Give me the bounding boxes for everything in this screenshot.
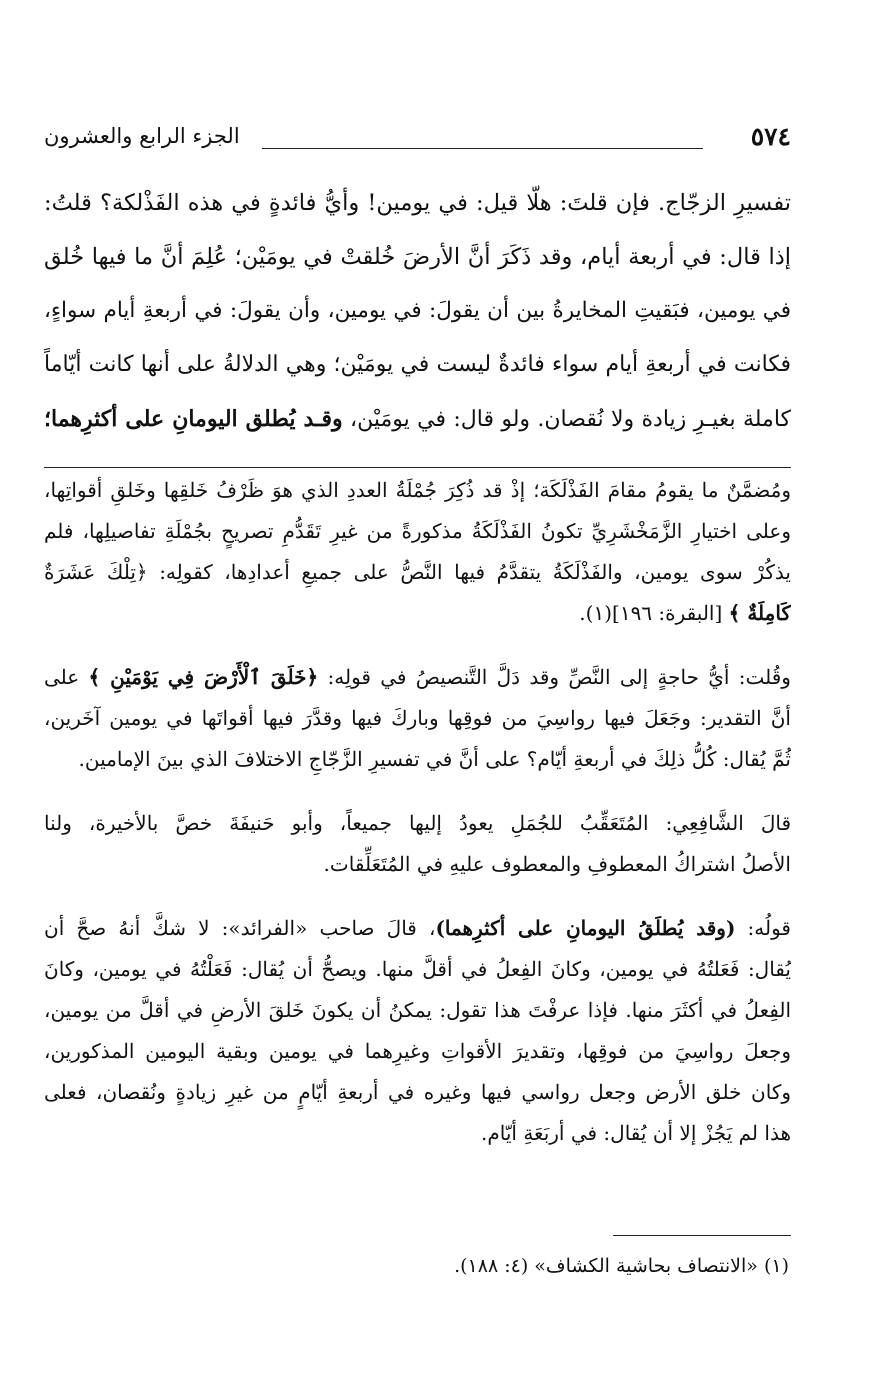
commentary-line: أنَّ التقدير: وجَعَلَ فيها رواسِيَ من فوقِها وباركَ فيها وقدَّرَ فيها أقواتَها في يومين آخَرين، — [44, 706, 791, 730]
commentary-line: ثُمَّ يُقال: كُلُّ ذلِكَ في أربعةِ أيّام؟ على أنَّ في تفسيرِ الزَّجّاجِ الاختلافَ الذي بينَ الإمامين. — [78, 747, 791, 771]
main-text-segment: كاملة بغيـرِ زيادة ولا نُقصان. ولو قال: في يومَيْن، — [342, 407, 791, 432]
commentary-segment: قولُه: — [735, 916, 791, 940]
commentary-line: وكان خلق الأرض وجعل رواسي فيها وغيره في أربعةِ أيّامٍ من غيرِ زيادةٍ ونُقصان، فعلى — [44, 1080, 791, 1104]
commentary-line: ومُضمَّنٌ ما يقومُ مقامَ الفَذْلَكَة؛ إذْ قد ذُكِرَ جُمْلَةُ العددِ الذي هوَ ظَرْفُ خَلقِها وخَلقِ أقواتِها، — [44, 478, 791, 502]
commentary-paragraph — [44, 803, 791, 885]
commentary-line — [44, 908, 791, 949]
commentary-segment: ، قالَ صاحب «الفرائد»: لا شكَّ أنهُ صحَّ أن — [44, 916, 436, 940]
paragraph-gap — [44, 885, 791, 908]
main-text-line — [44, 392, 791, 446]
commentary-line — [44, 657, 791, 698]
quran-verse: ﴿خَلَقَ ٱلْأَرْضَ فِي يَوْمَيْنِ ﴾ — [88, 665, 319, 689]
verse-reference: [البقرة: ١٩٦](١). — [579, 601, 729, 625]
main-text-bold-segment: وقـد يُطلق اليومانِ على أكثرِهما؛ — [44, 406, 343, 432]
paragraph-gap — [44, 780, 791, 803]
commentary-paragraph — [44, 470, 791, 634]
commentary-line: وجعلَ رواسِيَ من فوقِها، وتقديرَ الأقواتِ وغيرِهما في يومين وبقية اليومين المذكورين، — [44, 1039, 791, 1063]
commentary-segment: وقُلت: أيُّ حاجةٍ إلى النَّصِّ وقد دَلَّ التَّنصيصُ في قولِه: — [318, 665, 791, 689]
commentary-line — [44, 593, 791, 634]
volume-title: الجزء الرابع والعشرون — [44, 124, 240, 148]
footnote: (١) «الانتصاف بحاشية الكشاف» (٤: ١٨٨). — [454, 1255, 789, 1277]
paragraph-gap — [44, 634, 791, 657]
commentary-segment: على — [44, 665, 89, 689]
main-text-separator — [44, 467, 791, 468]
page-number: ٥٧٤ — [750, 122, 791, 151]
commentary-line: الفِعلُ في أكثَرَ منها. فإذا عرفْتَ هذا تقول: يمكنُ أن يكونَ خَلقَ الأرضِ في أقلَّ من يومين، — [44, 998, 791, 1022]
commentary-paragraph — [44, 657, 791, 780]
main-text-line: في يومين، فبَقيتِ المخايرةُ بين أن يقولَ: في يومين، وأن يقولَ: في أربعةِ أيام سواءٍ، — [44, 298, 791, 323]
commentary-line: يذكُرْ سوى يومين، والفَذْلَكَةُ يتقدَّمُ فيها النَّصُّ على جميعِ أعدادِها، كقولِه: ﴿تِلْكَ عَشَرَةٌ — [44, 560, 791, 584]
main-text-line: تفسيرِ الزجّاج. فإن قلتَ: هلّا قيل: في يومين! وأيُّ فائدةٍ في هذه الفَذْلكة؟ قلتُ: — [44, 190, 791, 216]
header-rule — [262, 148, 703, 149]
main-text — [44, 176, 791, 446]
commentary — [44, 470, 791, 1154]
commentary-line: وعلى اختيارِ الزَّمَخْشَرِيِّ تكونُ الفَذْلَكَةُ مذكورةً من غيرِ تَقَدُّمِ تصريحٍ بجُمْلَةِ تفاصيلِها، فلم — [44, 519, 791, 543]
main-text-line: فكانت في أربعةِ أيام سواء فائدةٌ ليست في يومَيْن؛ وهي الدلالةُ على أنها كانت أيّاماً — [44, 352, 791, 377]
page-header — [44, 118, 791, 164]
quran-verse: كَامِلَةٌ ﴾ — [728, 601, 791, 625]
commentary-paragraph — [44, 908, 791, 1154]
commentary-line: قالَ الشَّافِعِي: المُتَعَقِّبُ للجُمَلِ يعودُ إليها جميعاً، وأبو حَنيفَةَ خصَّ بالأخيرة، ولنا — [44, 811, 791, 835]
footnote-separator — [613, 1235, 791, 1236]
main-text-line: إذا قال: في أربعة أيام، وقد ذَكَرَ أنَّ الأرضَ خُلقتْ في يومَيْن؛ عُلِمَ أنَّ ما فيها خُلق — [44, 244, 791, 270]
commentary-line: الأصلُ اشتراكُ المعطوفِ والمعطوف عليهِ في المُتَعَلِّقات. — [323, 852, 791, 876]
commentary-line: يُقال: فَعَلتُهُ في يومين، وكانَ الفِعلُ في أقلَّ منها. ويصحُّ أن يُقال: فَعَلْتُهُ في يومين، وكانَ — [44, 957, 791, 981]
quoted-phrase: (وقد يُطلَقُ اليومانِ على أكثرِهما) — [435, 916, 736, 940]
commentary-line: هذا لم يَجُزْ إلا أن يُقال: في أربَعَةِ أيّام. — [481, 1121, 791, 1145]
